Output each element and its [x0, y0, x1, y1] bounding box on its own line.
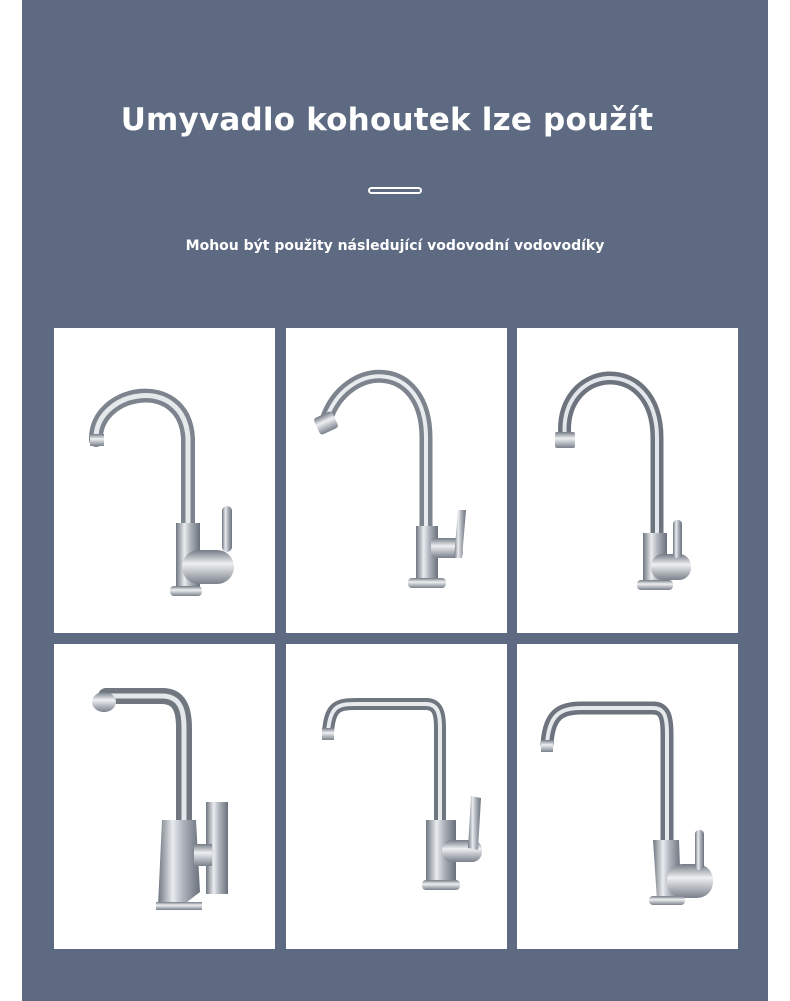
- angular-spout-faucet-icon: [286, 644, 507, 949]
- page-subtitle: Mohou být použity následující vodovodní vodovodíky: [185, 238, 605, 254]
- page-title: Umyvadlo kohoutek lze použít: [120, 102, 654, 138]
- angular-spout-joystick-faucet-icon: [517, 644, 738, 949]
- square-spout-faucet-icon: [54, 644, 275, 949]
- faucet-card-4: [54, 644, 275, 949]
- title-divider: [368, 187, 422, 194]
- faucet-card-5: [286, 644, 507, 949]
- swan-neck-joystick-faucet-icon: [517, 328, 738, 633]
- faucet-card-3: [517, 328, 738, 633]
- swan-neck-lever-faucet-icon: [54, 328, 275, 633]
- swan-neck-side-lever-faucet-icon: [286, 328, 507, 633]
- faucet-card-6: [517, 644, 738, 949]
- faucet-card-2: [286, 328, 507, 633]
- faucet-card-1: [54, 328, 275, 633]
